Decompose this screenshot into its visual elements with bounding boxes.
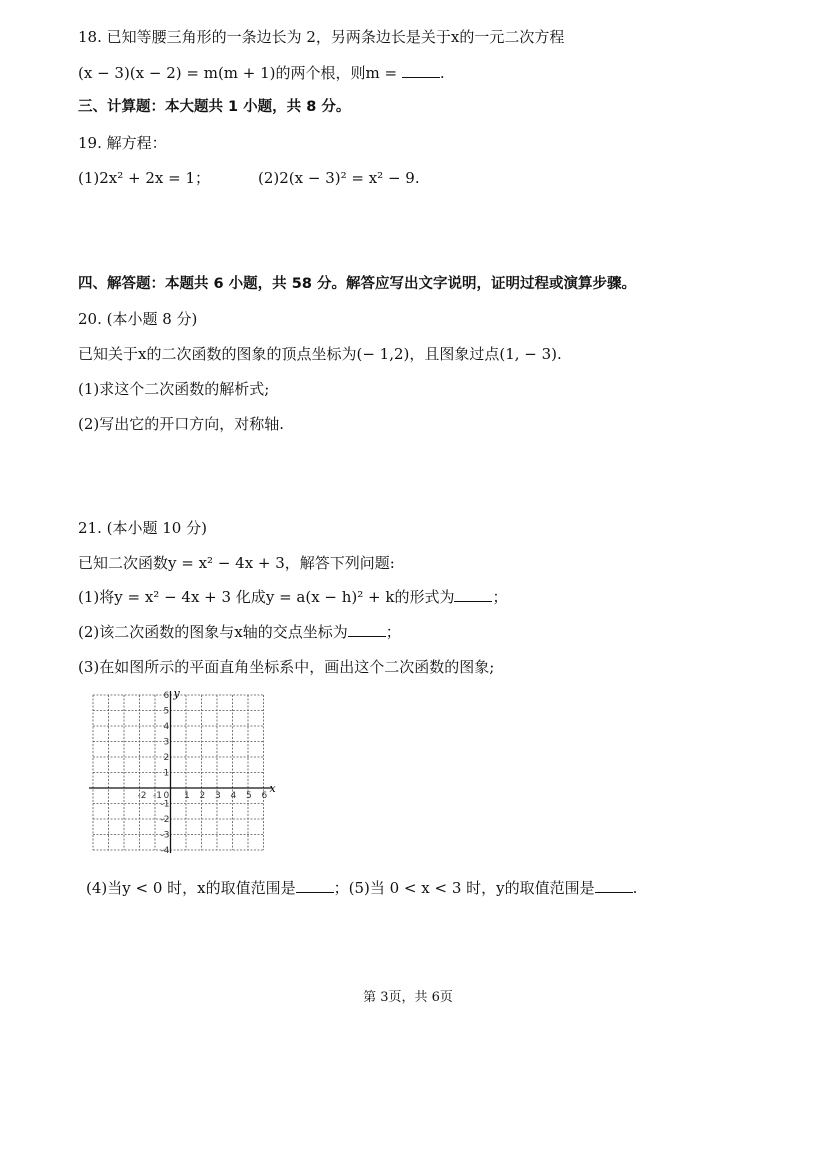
page-footer: 第 3页，共 6页 (363, 990, 453, 1005)
coordinate-grid[interactable] (88, 690, 288, 860)
section4-heading: 四、解答题：本题共 6 小题，共 58 分。解答应写出文字说明，证明过程或演算步骤。 (78, 276, 636, 292)
axes (89, 691, 272, 853)
x-tick-label: 0 (163, 791, 170, 801)
q21-part4 (86, 878, 637, 898)
x-tick-label: 2 (199, 791, 206, 801)
x-tick-label: 6 (261, 791, 268, 801)
q21-part1-text: (1)将y = x² − 4x + 3 化成y = a(x − h)² + k的形式为 (78, 588, 455, 606)
q18-answer-blank[interactable] (402, 63, 440, 78)
y-tick-label: 4 (163, 722, 170, 732)
q21-part2 (78, 622, 401, 642)
q21-part1-end: ； (492, 588, 508, 606)
q20-part1: (1)求这个二次函数的解析式; (78, 380, 270, 398)
x-tick-label: 5 (246, 791, 252, 801)
x-tick-label: -2 (137, 791, 147, 801)
q21-part4-text: (4)当y < 0 时，x的取值范围是 (86, 879, 296, 897)
y-tick-label: -2 (160, 815, 170, 825)
q18-line2-end: . (439, 64, 445, 82)
q21-stem: 已知二次函数y = x² − 4x + 3，解答下列问题: (78, 554, 395, 572)
y-tick-label: -4 (160, 846, 170, 856)
section3-heading: 三、计算题：本大题共 1 小题，共 8 分。 (78, 99, 351, 115)
x-tick-label: 4 (230, 791, 237, 801)
q21-part4-blank[interactable] (296, 878, 334, 893)
x-tick-label: 3 (215, 791, 221, 801)
y-tick-label: 2 (163, 753, 170, 763)
q21-title: 21. (本小题 10 分) (78, 519, 207, 537)
q20-part2: (2)写出它的开口方向，对称轴. (78, 415, 285, 433)
q19-part1: (1)2x² + 2x = 1； (78, 169, 211, 187)
y-tick-label: -1 (160, 799, 170, 810)
y-tick-label: 1 (163, 768, 170, 779)
y-tick-label: -3 (160, 830, 170, 841)
q19-part2: (2)2(x − 3)² = x² − 9. (258, 169, 420, 187)
q18-equation: (x − 3)(x − 2) = m(m + 1)的两个根，则m = (78, 64, 402, 82)
q21-part2-blank[interactable] (348, 622, 386, 637)
q21-part1 (78, 587, 508, 607)
y-tick-label: 6 (163, 691, 170, 701)
q21-part2-end: ； (385, 623, 401, 641)
q18-line1: 18. 已知等腰三角形的一条边长为 2，另两条边长是关于x的一元二次方程 (78, 28, 565, 46)
x-tick-label: 1 (184, 791, 190, 801)
grid-lines (93, 695, 264, 850)
x-axis-label: x (269, 782, 276, 795)
q21-part4-end: . (632, 879, 638, 897)
y-tick-label: 5 (163, 706, 170, 717)
q19-title: 19. 解方程： (78, 134, 167, 152)
q21-part2-text: (2)该二次函数的图象与x轴的交点坐标为 (78, 623, 348, 641)
y-axis-label: y (173, 690, 180, 700)
x-tick-label: -1 (153, 791, 162, 801)
q21-part3: (3)在如图所示的平面直角坐标系中，画出这个二次函数的图象; (78, 658, 495, 676)
q20-title: 20. (本小题 8 分) (78, 310, 198, 328)
q21-part5-blank[interactable] (595, 878, 633, 893)
q18-line2 (78, 63, 445, 83)
y-tick-label: 3 (163, 737, 170, 748)
q20-stem: 已知关于x的二次函数的图象的顶点坐标为(− 1,2)，且图象过点(1, − 3). (78, 345, 562, 363)
q21-part5-text: ；(5)当 0 < x < 3 时，y的取值范围是 (333, 879, 595, 897)
q21-part1-blank[interactable] (454, 587, 492, 602)
